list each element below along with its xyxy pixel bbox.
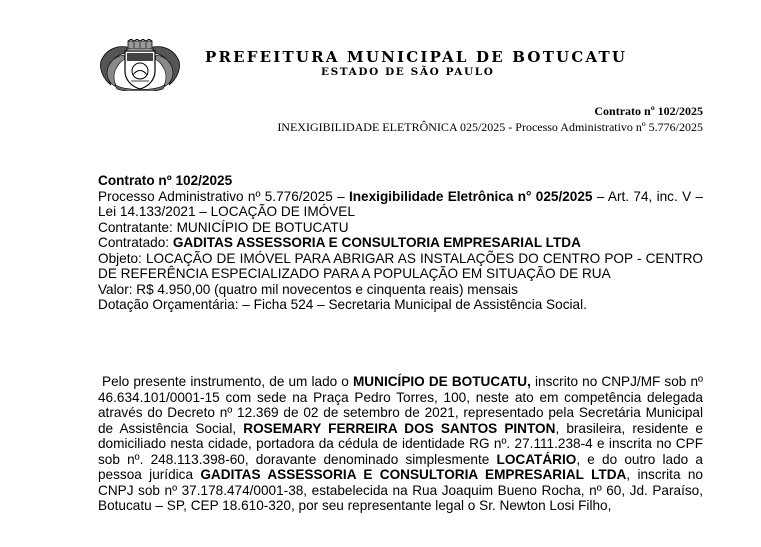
process-prefix: Processo Administrativo nº 5.776/2025 –	[98, 188, 349, 204]
contratado-name: GADITAS ASSESSORIA E CONSULTORIA EMPRESARIAL LTDA	[172, 235, 581, 250]
header-title: PREFEITURA MUNICIPAL DE BOTUCATU	[205, 48, 628, 66]
process-inexigibility: Inexigibilidade Eletrônica n° 025/2025	[348, 188, 593, 204]
summary-contratado	[98, 235, 703, 251]
summary-contratante: Contratante: MUNICÍPIO DE BOTUCATU	[98, 219, 349, 235]
body-text-1: Pelo presente instrumento, de um lado o	[102, 374, 353, 389]
body-secretary-name: ROSEMARY FERREIRA DOS SANTOS PINTON	[243, 420, 556, 436]
summary-title-text: Contrato nº 102/2025	[98, 173, 233, 188]
summary-valor: Valor: R$ 4.950,00 (quatro mil novecentos e cinquenta reais) mensais	[98, 281, 518, 297]
body-text-2: inscrito no CNPJ/MF sob nº 46.634.101/0001-15 com sede na Praça Pedro Torres, 100, neste ato em competência delegada através do Decreto nº 12.369 de 02 de setembro de 2021, representado pela Secretária Municipal de Assistência Social,	[98, 374, 703, 436]
summary-dotacao: Dotação Orçamentária: – Ficha 524 – Secretaria Municipal de Assistência Social.	[98, 297, 587, 312]
body-text-4: , e do outro lado a pessoa jurídica	[98, 451, 703, 482]
contract-body-paragraph	[98, 374, 703, 514]
body-text-3: , brasileira, residente e domiciliado nesta cidade, portadora da cédula de identidade RG nº. 27.111.238-4 e inscrita no CPF sob nº. 248.113.398-60, doravante denominado simplesmente	[98, 420, 703, 467]
summary-title	[98, 173, 703, 189]
process-suffix: – Art. 74, inc. V – Lei 14.133/2021 – LOCAÇÃO DE IMÓVEL	[98, 188, 704, 219]
header-subtitle: ESTADO DE SÃO PAULO	[321, 66, 495, 78]
body-company-name: GADITAS ASSESSORIA E CONSULTORIA EMPRESARIAL LTDA	[200, 467, 627, 482]
body-locatario: LOCATÁRIO	[496, 451, 577, 467]
body-municipio: MUNICÍPIO DE BOTUCATU,	[352, 374, 531, 389]
summary-process	[98, 189, 703, 220]
body-text-5: , inscrita no CNPJ sob nº 37.178.474/0001-38, estabelecida na Rua Joaquim Bueno Rocha, nº 60, Jd. Paraíso, Botucatu – SP, CEP 18.610-320, por seu representante legal o Sr. Newton Losi Filho,	[98, 467, 703, 513]
reference-process-line: INEXIGIBILIDADE ELETRÔNICA 025/2025 - Processo Administrativo nº 5.776/2025	[277, 120, 703, 134]
contratado-label: Contratado:	[98, 235, 173, 250]
reference-contract-number: Contrato nº 102/2025	[594, 104, 703, 118]
summary-objeto: Objeto: LOCAÇÃO DE IMÓVEL PARA ABRIGAR AS INSTALAÇÕES DO CENTRO POP - CENTRO DE REFERÊNCIA ESPECIALIZADO PARA A POPULAÇÃO EM SITUAÇÃO DE RUA	[98, 250, 703, 281]
contract-summary	[98, 173, 703, 313]
municipal-coat-of-arms-icon	[97, 39, 183, 91]
